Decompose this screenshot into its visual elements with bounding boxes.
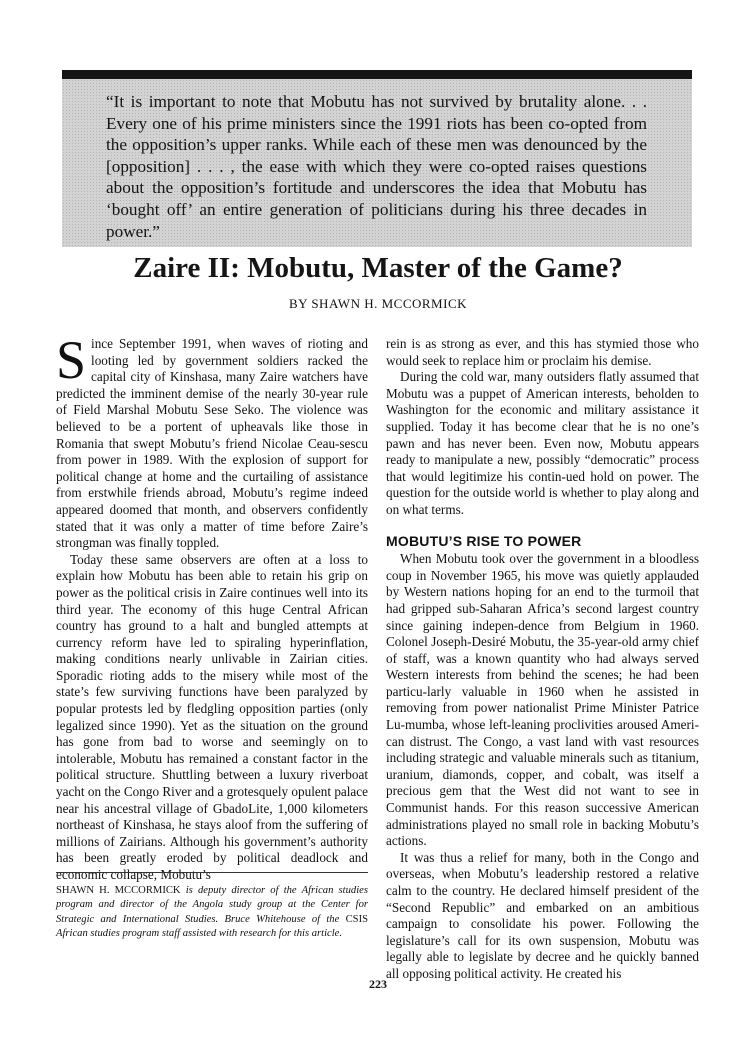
footnote-text: is deputy director of the African studies program and director of the Angola study group at the Center for Strategic and International Studies. Bruce Whitehouse of the (56, 885, 368, 925)
paragraph: Today these same observers are often at a loss to explain how Mobutu has been able to retain his grip on power as the political crisis in Zaire continues well into its third year. The economy of this huge Central African country has ground to a halt and bungled attempts at currency reform have led to spiraling hyperinflation, making conditions nearly unlivable in Zairian cities. Sporadic rioting adds to the misery while most of the state’s few surviving functions have been paralyzed by popular protests led by fledgling opposition parties (only legalized since 1990). Yet as the situation on the ground has gone from bad to worse and seemingly on to intolerable, Mobutu has remained a constant factor in the political structure. Shuttling between a luxury riverboat yacht on the Congo River and a grotesquely opulent palace near his ancestral village of GbadoLite, 1,000 kilometers northeast of Kinshasa, he stays aloof from the suffering of millions of Zairians. Although his government’s authority has been greatly eroded by political deadlock and economic collapse, Mobutu’s (56, 551, 368, 882)
author-name: SHAWN H. MCCORMICK (311, 296, 467, 311)
section-heading: MOBUTU’S RISE TO POWER (386, 532, 582, 549)
article-title: Zaire II: Mobutu, Master of the Game? (133, 252, 623, 284)
footnote-org: CSIS (345, 913, 368, 925)
paragraph (56, 330, 368, 552)
paragraph: It was thus a relief for many, both in the Congo and overseas, when Mobutu’s leadership restored a relative calm to the country. He declared himself president of the “Second Republic” and embarked on an ambitious campaign to consolidate his power. Following the legislature’s call for its own suspension, Mobutu was legally able to legislate by decree and he quickly banned all opposing political activity. He created his (386, 849, 699, 981)
footnote-text-end: African studies program staff assisted with research for this article. (56, 927, 343, 939)
footnote-divider (56, 872, 368, 873)
page-number: 223 (369, 977, 387, 991)
byline (0, 296, 756, 312)
paragraph-text: ince September 1991, when waves of rioting and looting led by government soldiers racked the capital city of Kinshasa, many Zaire watchers have predicted the imminent demise of the nearly 30-year rule of Field Marshal Mobutu Sese Seko. The violence was believed to be a portent of upheavals like those in Romania that swept Mobutu’s friend Nicolae Ceau-sescu from power in 1989. With the explosion of support for political change at home and the curtailing of assistance from erstwhile friends abroad, Mobutu’s regime indeed appeared doomed that month, and observers confidently stated that it was only a matter of time before Zaire’s strongman was finally toppled. (56, 336, 368, 551)
paragraph: When Mobutu took over the government in a bloodless coup in November 1965, his move was quietly applauded by Western nations hoping for an end to the turmoil that had gripped sub-Saharan Africa’s second largest country since gaining indepen-dence from Belgium in 1960. Colonel Joseph-Desiré Mobutu, the 35-year-old army chief of staff, was a known quantity who had always served Western interests from behind the scenes; he had been particu-larly valuable in 1960 when he assisted in removing from power nationalist Prime Minister Patrice Lu-mumba, whose left-leaning proclivities aroused Ameri-can distrust. The Congo, a vast land with vast resources including strategic and valuable minerals such as titanium, uranium, diamonds, copper, and cobalt, was itself a precious gem that the West did not want to see in Communist hands. For this reason successive American administrations played no small role in backing Mobutu’s actions. (386, 551, 699, 849)
left-column (56, 330, 368, 884)
byline-prefix: BY (289, 296, 308, 311)
footnote-author: SHAWN H. MCCORMICK (56, 885, 181, 896)
author-footnote (56, 884, 368, 941)
pull-quote: “It is important to note that Mobutu has not survived by brutality alone. . . Every one of his prime ministers since the 1991 riots has been co-opted from the opposition’s upper ranks. While each of these men was denounced by the [opposition] . . . , the ease with which they were co-opted raises questions about the opposition’s fortitude and underscores the idea that Mobutu has ‘bought off’ an entire generation of politicians during his three decades in power.” (106, 92, 647, 241)
header-rule (62, 70, 692, 79)
pull-quote-box (62, 79, 692, 247)
drop-cap: S (56, 330, 87, 390)
paragraph: rein is as strong as ever, and this has stymied those who would seek to replace him or proclaim his demise. (386, 336, 699, 368)
right-column (386, 336, 699, 983)
paragraph: During the cold war, many outsiders flatly assumed that Mobutu was a puppet of American interests, beholden to Washington for the economic and military assistance it supplied. Today it has become clear that he is no one’s pawn and has never been. Even now, Mobutu appears ready to manipulate a new, possibly “democratic” process that would legitimize his contin-ued hold on power. The question for the outside world is whether to play along and on what terms. (386, 369, 699, 517)
